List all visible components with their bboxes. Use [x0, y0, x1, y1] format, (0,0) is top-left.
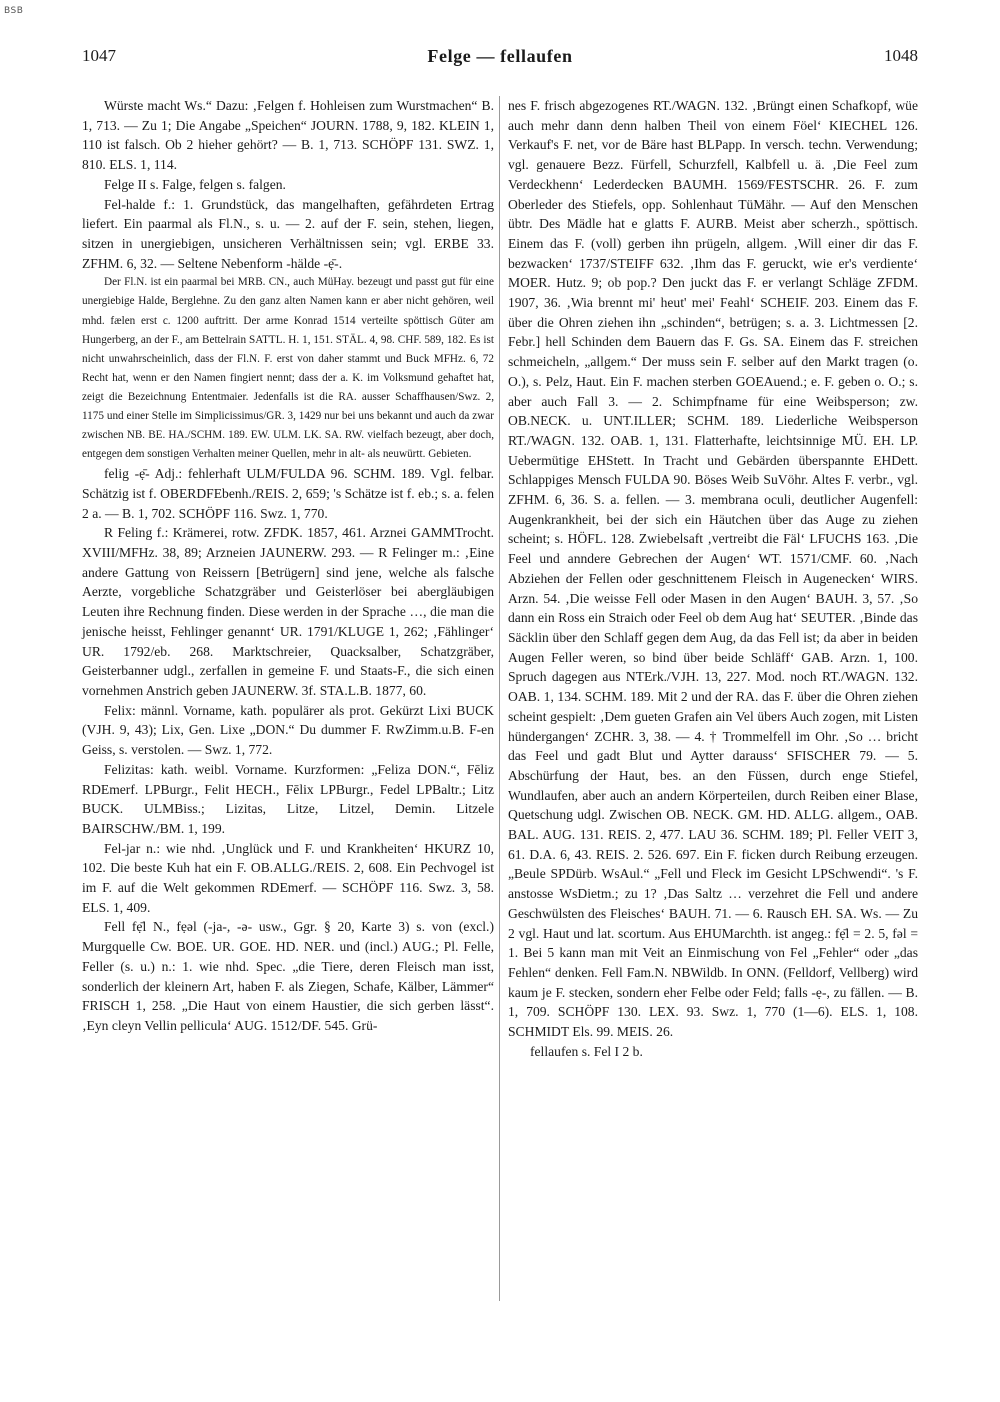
- entry-felizitas: Felizitas: kath. weibl. Vorname. Kurzformen: „Feliza DON.“, Fēliz RDEmerf. LPBurgr., Felit HECH., Fēlix LPBurgr., Fedel LPBaltr.; Litz BUCK. ULMBiss.; Lizitas, Litze, Litzel, Demin. Litzele BAIRSCHW./BM. 1, 199.: [82, 761, 494, 836]
- entry-fell-cont: nes F. frisch abgezogenes RT./WAGN. 132. ‚Brüngt einen Schafkopf, wüe auch mehr dann denn halben Theil von einem Föel‘ KIECHEL 126. Verkauf's F. net, vor de Bäre hast BLPapp. In versch. techn. Verwendung; vgl. genauere Bezz. Fürfell, Schurzfell, Kalbfell u. ä. ‚Die Feel zum Verdeckhenn‘ Lederdecken BAUMH. 1569/FESTSCHR. 26. F. zum Oberleder des Stiefels, opp. Sohlenhaut TüMähr. — Auf den Menschen übtr. Des Mädle hat e glatts F. AURB. Meist aber scherzh., spöttisch. Einem das F. (voll) gerben ihn prügeln, allgem. ‚Will einer dir das F. bezwacken‘ 1737/STEIFF 632. ‚Ihm das F. geruckt, wie er's verdiente‘ MOER. Hutz. 9; ob pop.? Den juckt das F. er verlangt Schläge ZFDM. 1907, 36. ‚Wia brennt mi' heut' mei' Feahl‘ SCHEIF. 203. Einem das F. über die Ohren ziehen ihn „schinden“, betrügen; s. a. 3. Lichtmessen [2. Febr.] hell Schinden dem Bauern das F. Gs. SA. Einem das F. streichen schmeicheln, „allgem.“ Der muss sein F. selber auf den Markt tragen (o. O.), s. Pelz, Haut. Ein F. machen sterben GOEAuend.; e. F. geben o. O.; s. aber auch Fall 3. — 2. Schimpfname für eine Weibsperson; zw. OB.NECK. u. UNT.ILLER; SCHM. 189. Liederliche Weibsperson RT./WAGN. 132. OAB. 1, 131. Flatterhafte, leichtsinnige MÜ. EH. LP. Uebermütige EHStett. In Tracht und Gebärden überspannte EHDett. Schlappiges Mensch FULDA 90. Böses Weib SuVöhr. Altes F. verbr., vgl. ZFHM. 6, 36. S. a. fellen. — 3. membrana oculi, deutlicher Augenfell: Augenkrankheit, bei der sich ein Häutchen über das Auge zu ziehen scheint; s. HÖFL. 128. Zwiebelsaft ‚vertreibt die Fäl‘ LFUCHS 163. ‚Die Feel und anndere Gebrechen der Augen‘ WT. 1571/CMF. 60. ‚Nach Abziehen der Fellen oder geschnittenem Fleisch in Augenecken‘ WIRS. Arzn. 54. ‚Die weisse Fell oder Masen in den Augen‘ BAUH. 3, 57. ‚So dann ein Ross ein Straich oder Feel ob dem Aug hat‘ SEUTER. ‚Binde das Säcklin über den Schlaff gegen dem Aug, da das Fell ist; da aber in beiden Augen Feller weren, so bind über beide Schläff‘ GAB. Arzn. 1, 100. Spruch dagegen aus NTErk./VJH. 13, 227. Mod. noch RT./WAGN. 132. OAB. 1, 134. SCHM. 189. Mit 2 und der RA. das F. über die Ohren ziehen scheint gespielt: ‚Dem gueten Grafen ain Vel übers Auch zogen, mit Listen hündergangen‘ ZCHR. 3, 38. — 4. † Trommelfell im Ohr. ‚So … bricht das Feel und gadt Blut und Aytter darauss‘ SFISCHER 79. — 5. Abschürfung der Haut, bes. an den Füssen, durch enge Stiefel, Wundlaufen, aber auch an andern Körperteilen, durch Reiben einer Blase, Quetschung udgl. Zwischen OB. NECK. GM. HD. ALLG. allgem., OAB. BAL. AUG. 131. REIS. 2, 477. LAU 36. SCHM. 189; Pl. Feller VEIT 3, 61. D.A. 6, 43. REIS. 2. 526. 697. Ein F. ficken durch Reibung erzeugen. „Beule SPDürb. WsAul.“ „Fell und Fleck im Gesicht LPSchwendi“. 's F. anstosse WsDietm.; zu 1? ‚Das Saltz … verzehret die Fell und andere Geschwülsten des Fleisches‘ BAUH. 71. — 6. Rausch EH. SA. Ws. — Zu 2 vgl. Haut und lat. scortum. Aus EHUMarchth. ist angeg.: fẹ̄l = 2. 5, fəl = 1. Bei 5 kann man mit Veit an Einmischung von Fel „Fehler“ oder „das Fehlen“ denken. Fell Fam.N. NBWildb. In ONN. (Felldorf, Vellberg) wird kaum je F. stecken, sondern eher Felbe oder Feld; falls -ẹ-, zu fällen. — B. 1, 709. SCHÖPF 130. LEX. 93. Swz. 1, 770 (1—6). ELS. 1, 108. SCHMIDT Els. 99. MEIS. 26.: [508, 98, 918, 1040]
- entry-fellaufen: fellaufen s. Fel I 2 b.: [530, 1043, 643, 1059]
- right-column: [508, 96, 918, 1061]
- page-number-left: 1047: [82, 46, 116, 65]
- entry-felix: Felix: männl. Vorname, kath. populärer als prot. Gekürzt Lixi BUCK (VJH. 9, 43); Lix, Gen. Lixe „DON.“ Du dummer F. RwZimm.u.B. F-en Geiss, s. verstolen. — Swz. 1, 772.: [82, 702, 494, 758]
- library-stamp: BSB: [4, 6, 24, 16]
- entry-note-fel-halde-note: Der Fl.N. ist ein paarmal bei MRB. CN., auch MüHay. bezeugt und passt gut für eine unergiebige Halde, Berglehne. Zu den ganz alten Namen kann er aber nicht gehören, weil mhd. fælen erst c. 1200 auftritt. Der arme Konrad 1514 verteilte spöttisch Güter am Hungerberg, an der F., am Bettelrain SATTL. H. 1, 151. STÄL. 4, 98. CHF. 589, 182. Es ist nicht unwahrscheinlich, dass der Fl.N. F. erst von daher stammt und Buck MFHz. 6, 72 Recht hat, wenn er den Namen fingiert nennt; dass der a. K. im Volksmund gehaftet hat, zeigt die Bezeichnung Ententmaier. Jedenfalls ist die RA. ausser Schaffhausen/Swz. 2, 1175 und einer Stelle im Simplicissimus/GR. 3, 1429 nur bei uns bekannt und auch da zwar zwischen NB. BE. HA./SCHM. 189. EW. ULM. LK. SA. RW. vielfach bezeugt, aber doch, entgegen dem sonstigen Verhalten meiner Quellen, mehr in alt- als neuwürtt. Gebieten.: [82, 276, 494, 461]
- entry-felig: felig -ẹ̄- Adj.: fehlerhaft ULM/FULDA 96. SCHM. 189. Vgl. felbar. Schätzig ist f. OBERDFEbenh./REIS. 2, 659; 's Schätze ist f. eb.; s. a. felen 2 a. — B. 1, 702. SCHÖPF 116. Swz. 1, 770.: [82, 466, 494, 521]
- column-divider: [499, 96, 500, 1301]
- entry-felge-ii: Felge II s. Falge, felgen s. falgen.: [104, 176, 286, 192]
- entry-fell: Fell fẹ̄l N., fẹəl (-ja-, -ə- usw., Ggr. § 20, Karte 3) s. von (excl.) Murgquelle Cw. BOE. UR. GOE. HD. NER. und (incl.) AUG.; Pl. Felle, Feller (s. u.) n.: 1. wie nhd. Spec. „die Tiere, deren Fleisch man isst, sonderlich der kleinern Art, haben F. als Ziegen, Schafe, Kälber, Lämmer“ FRISCH 1, 258. „Die Haut von einem Haustier, die sich gerben lässt“. ‚Eyn cleyn Vellin pellicula‘ AUG. 1512/DF. 545. Grü-: [82, 919, 494, 1033]
- entry-wuerste: Würste macht Ws.“ Dazu: ‚Felgen f. Hohleisen zum Wurstmachen“ B. 1, 713. — Zu 1; Die Angabe „Speichen“ JOURN. 1788, 9, 182. KLEIN 1, 110 ist falsch. Ob 2 hieher gehört? — B. 1, 713. SCHÖPF 131. SWZ. 1, 810. ELS. 1, 114.: [82, 98, 494, 173]
- left-column: [82, 96, 494, 1036]
- running-title: Felge — fellaufen: [427, 46, 573, 66]
- page-header: [82, 46, 918, 74]
- entry-fel-jar: Fel-jar n.: wie nhd. ‚Unglück und F. und Krankheiten‘ HKURZ 10, 102. Die beste Kuh hat ein F. OB.ALLG./REIS. 2, 608. Ein Pechvogel ist im F. auf die Welt gekommen RDEmerf. — SCHÖPF 116. Swz. 3, 58. ELS. 1, 409.: [82, 840, 494, 915]
- entry-feling: R Feling f.: Krämerei, rotw. ZFDK. 1857, 461. Arznei GAMMTrocht. XVIII/MFHz. 38, 89; Arzneien JAUNERW. 293. — R Felinger m.: ‚Eine andere Gattung von Reissern [Betrügern] sind jene, welche als falsche Aerzte, vorgebliche Schatzgräber und Geisterlöser bei abergläubigen Leuten ihre Rechnung finden. Diese werden in der Sprache …, die man die jenische heisst, Fehlinger genannt‘ UR. 1791/KLUGE 1, 262; ‚Fählinger‘ UR. 1792/eb. 268. Marktschreier, Quacksalber, Schatzgräber, Geisterbanner udgl., zerfallen in gemeine F. und Staats-F., die sich einen vornehmen Anstrich geben JAUNERW. 3f. STA.L.B. 1877, 60.: [82, 525, 494, 698]
- page-number-right: 1048: [884, 46, 918, 65]
- entry-fel-halde: Fel-halde f.: 1. Grundstück, das mangelhaften, gefährdeten Ertrag liefert. Ein paarmal als Fl.N., s. u. — 2. auf der F. sein, stehen, liegen, sitzen in unergiebigen, unsicheren Verhältnissen sein; vgl. ERBE 33. ZFHM. 6, 32. — Seltene Nebenform -hälde -ẹ̄-.: [82, 196, 494, 271]
